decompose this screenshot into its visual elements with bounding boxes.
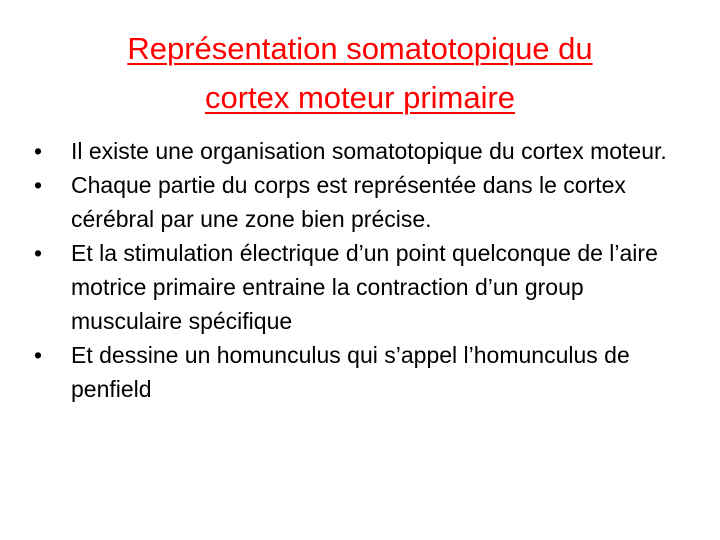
slide-title-line-2: cortex moteur primaire xyxy=(204,80,516,115)
bullet-text-1: Il existe une organisation somatotopique du cortex moteur. xyxy=(71,138,667,164)
bullet-marker: • xyxy=(33,172,43,198)
bullet-text-4: Et dessine un homunculus qui s’appel l’homunculus de penfield xyxy=(71,342,630,402)
bullet-item-1 xyxy=(30,134,695,168)
bullet-item-3 xyxy=(30,236,695,338)
bullet-list xyxy=(30,134,695,406)
bullet-marker: • xyxy=(33,138,43,164)
bullet-marker: • xyxy=(33,342,43,368)
bullet-text-3: Et la stimulation électrique d’un point quelconque de l’aire motrice primaire entraine la contraction d’un group musculaire spécifique xyxy=(71,240,658,334)
slide-title xyxy=(40,24,680,122)
bullet-item-2 xyxy=(30,168,695,236)
bullet-marker: • xyxy=(33,240,43,266)
slide-title-line-1: Représentation somatotopique du xyxy=(127,31,593,66)
bullet-text-2: Chaque partie du corps est représentée dans le cortex cérébral par une zone bien précise. xyxy=(71,172,626,232)
bullet-item-4 xyxy=(30,338,695,406)
